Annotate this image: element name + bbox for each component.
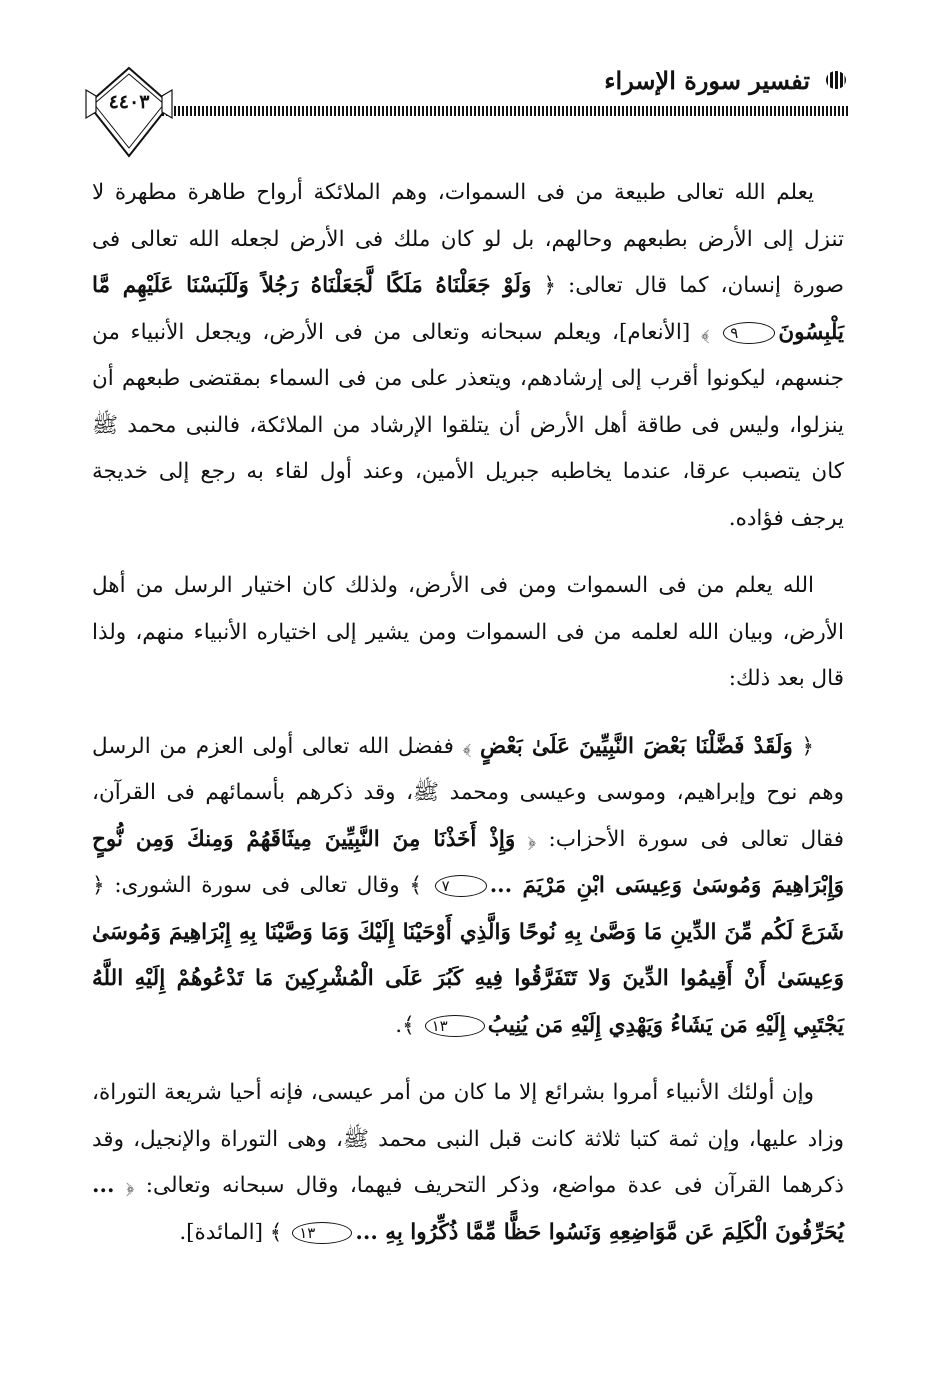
text-run: وقال تعالى فى سورة الشورى: — [104, 873, 410, 898]
text-run: ففضل الله تعالى أولى العزم من الرسل وهم نوح وإبراهيم، وموسى وعيسى ومحمد ﷺ، وقد ذكرهم بأسمائهم فى القرآن، فقال تعالى فى سورة الأحزاب: — [92, 733, 844, 852]
verse-bracket: ﴿ — [92, 873, 105, 898]
quran-verse: وَإِذْ أَخَذْنَا مِنَ النَّبِيِّينَ مِيثَاقَهُمْ وَمِنكَ وَمِن نُّوحٍ وَإِبْرَاهِيمَ وَمُوسَىٰ وَعِيسَى ابْنِ مَرْيَمَ ... — [92, 826, 844, 898]
quran-verse: وَلَوْ جَعَلْنَاهُ مَلَكًا لَّجَعَلْنَاهُ رَجُلاً وَلَلَبَسْنَا عَلَيْهِم مَّا يَلْبِسُونَ — [92, 273, 844, 345]
verse-bracket: ﴿ — [515, 826, 537, 852]
text-run: [المائدة]. — [179, 1219, 270, 1245]
body-text — [92, 170, 844, 1277]
ornament-icon — [824, 69, 848, 91]
verse-bracket: ﴾ — [409, 873, 432, 898]
text-run: الله يعلم من فى السموات ومن فى الأرض، ولذلك كان اختيار الرسل من أهل الأرض، وبيان الله لعلمه من فى السموات ومن يشير إلى اختياره الأنبياء منهم، ولذا قال بعد ذلك: — [92, 573, 844, 691]
paragraph — [92, 170, 844, 542]
quran-verse: وَلَقَدْ فَضَّلْنَا بَعْضَ النَّبِيِّينَ عَلَىٰ بَعْضٍ — [480, 733, 793, 759]
ayah-number: ١٣ — [292, 1222, 352, 1244]
verse-bracket: ﴿ — [792, 733, 814, 759]
paragraph — [92, 1070, 844, 1256]
ayah-number: ١٣ — [425, 1015, 485, 1037]
ayah-number: ٧ — [435, 875, 487, 897]
verse-bracket: ﴿ — [531, 273, 556, 298]
paragraph — [92, 563, 844, 703]
text-run: وإن أولئك الأنبياء أمروا بشرائع إلا ما كان من أمر عيسى، فإنه أحيا شريعة التوراة، وزاد عليها، وإن ثمة كتبا ثلاثة كانت قبل النبى محمد ﷺ، وهى التوراة والإنجيل، وقد ذكرهما القرآن فى عدة مواضع، وذكر التحريف فيهما، وقال سبحانه وتعالى: — [92, 1080, 844, 1198]
verse-bracket: ﴿ — [114, 1173, 135, 1198]
page-number-badge — [82, 44, 176, 162]
verse-bracket: ﴾ — [462, 733, 481, 759]
verse-bracket: ﴾. — [395, 1012, 422, 1038]
running-head-title: تفسير سورة الإسراء — [604, 65, 810, 95]
page-number: ٤٤٠٣ — [108, 91, 150, 113]
verse-bracket: ﴾ — [700, 319, 721, 345]
text-run: يعلم الله تعالى طبيعة من فى السموات، وهم الملائكة أرواح طاهرة مطهرة لا تنزل إلى الأرض بطبعهم وحالهم، بل لو كان ملك فى الأرض لجعله الله تعالى فى صورة إنسان، كما قال تعالى: — [92, 180, 844, 298]
verse-bracket: ﴾ — [269, 1219, 290, 1245]
running-head — [252, 62, 848, 98]
header-rule — [162, 106, 848, 116]
quran-verse: ... يُحَرِّفُونَ الْكَلِمَ عَن مَّوَاضِعِهِ وَنَسُوا حَظًّا مِّمَّا ذُكِّرُوا بِهِ ... — [92, 1173, 844, 1245]
ayah-number: ٩ — [723, 322, 775, 344]
paragraph — [92, 724, 844, 1050]
quran-verse: شَرَعَ لَكُم مِّنَ الدِّينِ مَا وَصَّىٰ بِهِ نُوحًا وَالَّذِي أَوْحَيْنَا إِلَيْكَ وَمَا وَصَّيْنَا بِهِ إِبْرَاهِيمَ وَمُوسَىٰ وَعِيسَىٰ أَنْ أَقِيمُوا الدِّينَ وَلا تَتَفَرَّقُوا فِيهِ كَبُرَ عَلَى الْمُشْرِكِينَ مَا تَدْعُوهُمْ إِلَيْهِ اللَّهُ يَجْتَبِي إِلَيْهِ مَن يَشَاءُ وَيَهْدِي إِلَيْهِ مَن يُنِيبُ — [92, 919, 844, 1038]
text-run: [الأنعام]، ويعلم سبحانه وتعالى من فى الأرض، ويجعل الأنبياء من جنسهم، ليكونوا أقرب إلى إرشادهم، ويتعذر على من فى السماء بمقتضى طبعهم أن ينزلوا، وليس فى طاقة أهل الأرض أن يتلقوا الإرشاد من الملائكة، فالنبى محمد ﷺ كان يتصبب عرقا، عندما يخاطبه جبريل الأمين، وعند أول لقاء به رجع إلى خديجة يرجف فؤاده. — [92, 319, 844, 531]
page-header — [82, 44, 848, 162]
